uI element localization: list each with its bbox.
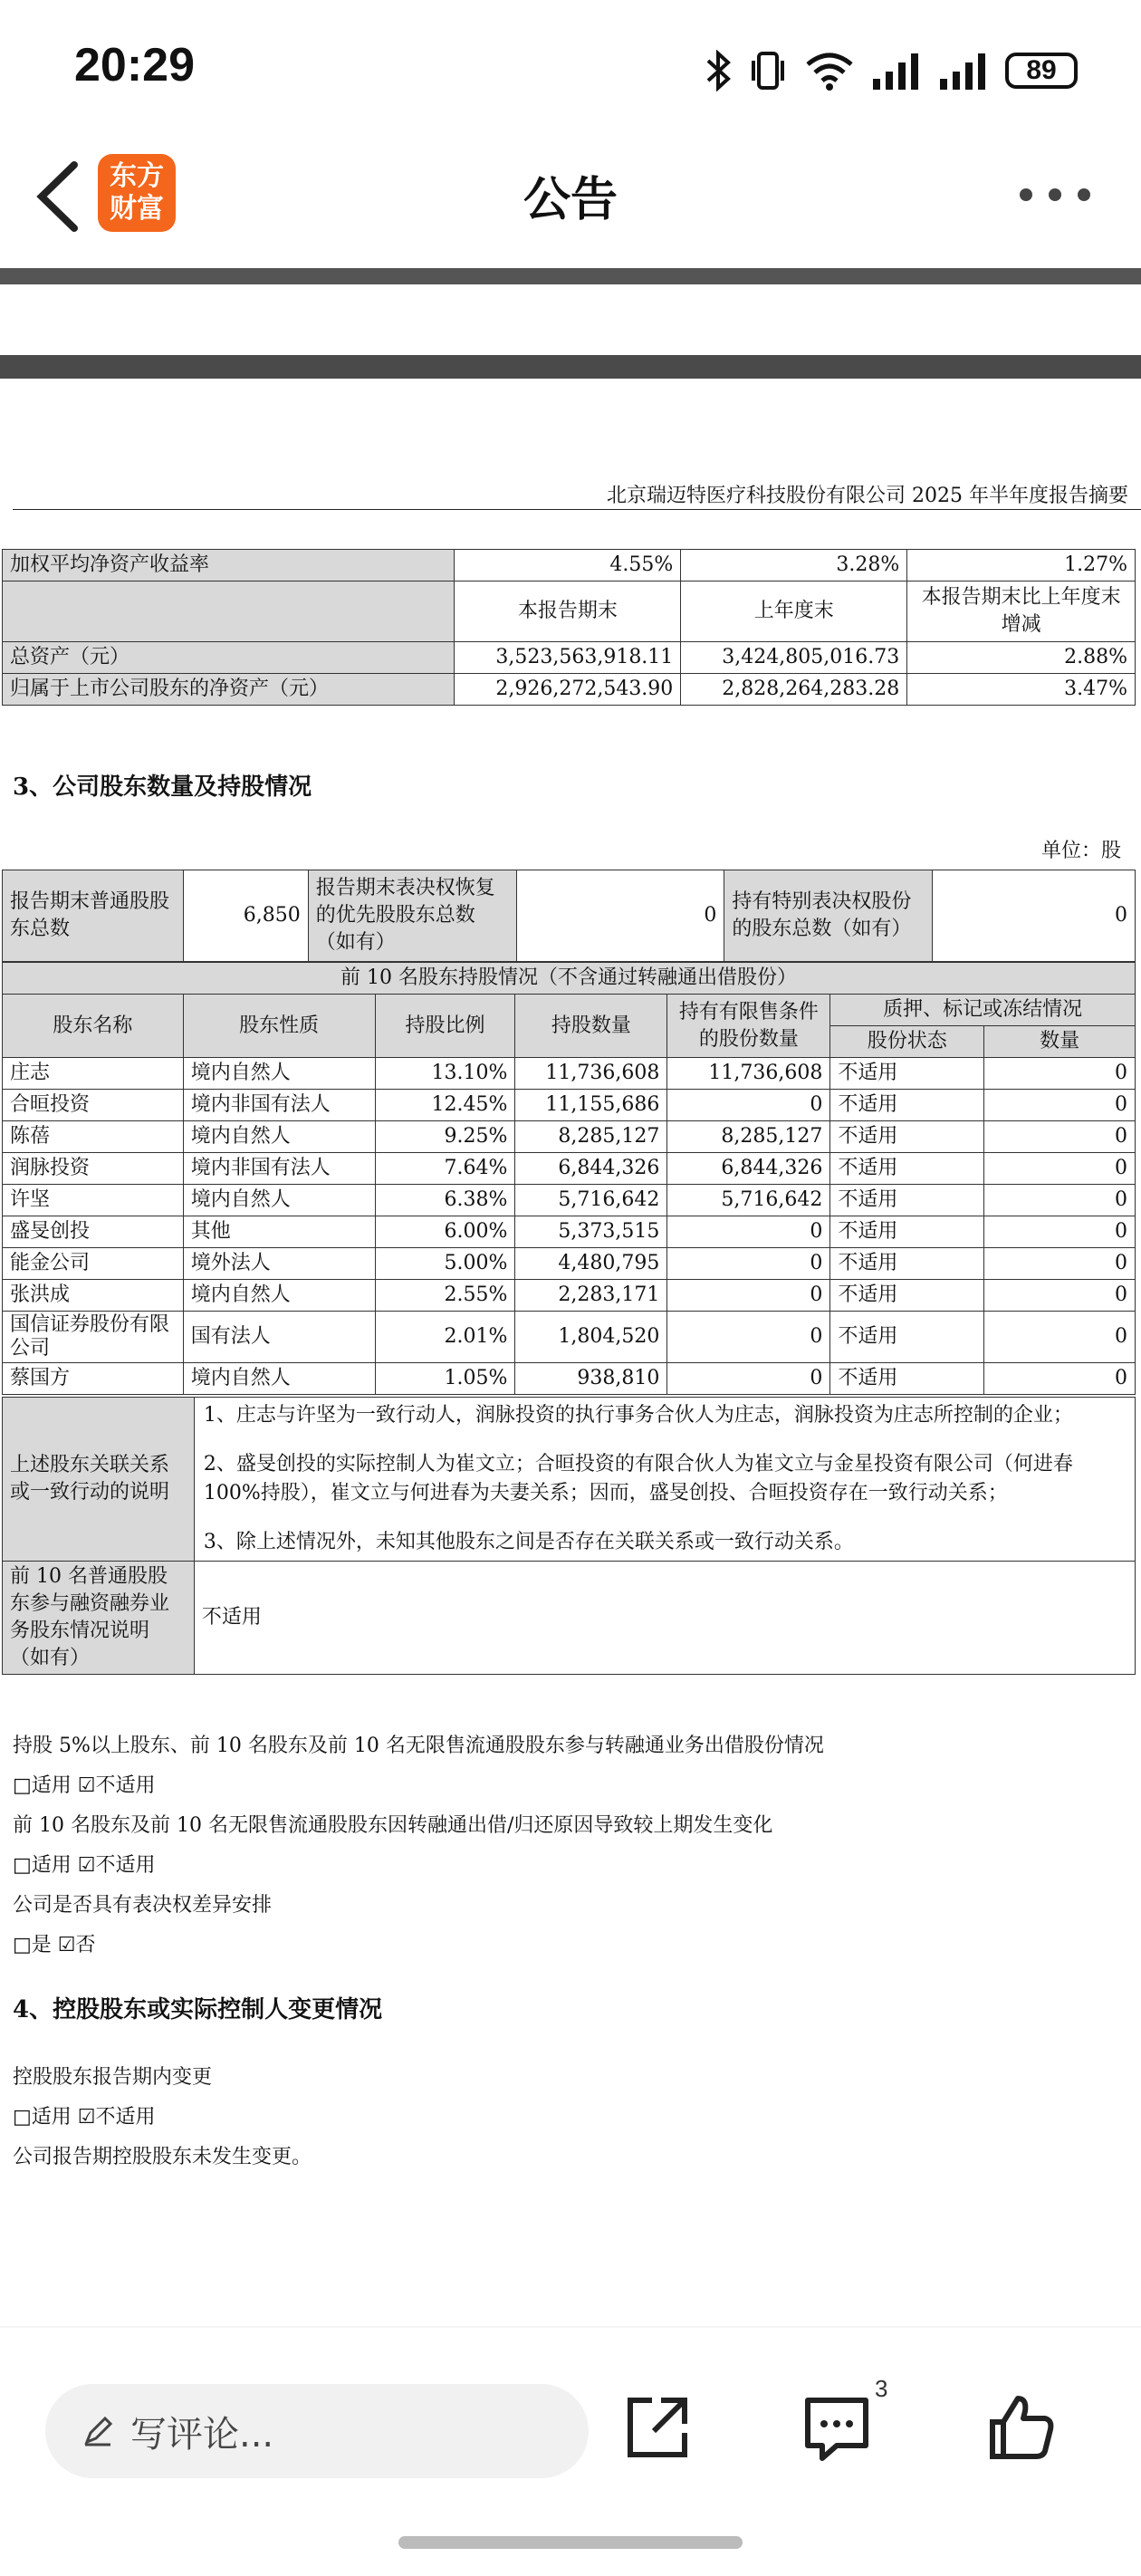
special-holders-label: 持有特别表决权股份的股东总数（如有） [724,870,933,962]
table-row [3,1363,1136,1395]
holder-status: 不适用 [830,1121,984,1153]
holder-qty: 6,844,326 [515,1153,667,1185]
relation-2: 2、盛旻创投的实际控制人为崔文立；合晅投资的有限合伙人为崔文立与金星投资有限公司（何进春 100%持股），崔文立与何进春为夫妻关系；因而，盛旻创投、合晅投资存在一致行动关系； [203,1453,1073,1504]
holder-ratio: 12.45% [375,1090,515,1121]
page-title: 公告 [523,173,618,227]
holder-nature: 境外法人 [183,1248,375,1280]
battery-icon: 89 [1005,53,1078,89]
holder-nature: 境内非国有法人 [183,1090,375,1121]
table-row [3,1090,1136,1121]
unit-label: 单位：股 [1041,840,1122,862]
total-assets-current: 3,523,563,918.11 [455,642,681,674]
nav-bar [0,136,1141,254]
holder-ratio: 9.25% [375,1121,515,1153]
roe-previous: 3.28% [681,550,907,582]
roe-change: 1.27% [907,550,1136,582]
holder-restricted: 11,736,608 [667,1058,830,1090]
header-rule [13,509,1141,510]
holder-restricted: 0 [667,1090,830,1121]
comment-icon[interactable] [801,2391,873,2464]
table-row [3,1280,1136,1312]
roe-label: 加权平均净资产收益率 [3,550,455,582]
holder-status: 不适用 [830,1312,984,1363]
holder-qty: 938,810 [515,1363,667,1395]
doc-top-band [0,268,1141,284]
col-qty: 持股数量 [515,995,667,1058]
status-bar [0,0,1141,136]
holder-restricted: 0 [667,1248,830,1280]
vibrate-icon [748,50,788,91]
holder-count: 0 [984,1248,1136,1280]
top10-caption: 前 10 名股东持股情况（不含通过转融通出借股份） [3,963,1136,995]
table-row [3,1248,1136,1280]
fin-header-current: 本报告期末 [455,582,681,642]
margin-value: 不适用 [194,1562,1135,1675]
holder-nature: 境内自然人 [183,1363,375,1395]
col-nature: 股东性质 [183,995,375,1058]
ctrl-choice: □适用 ☑不适用 [13,2106,156,2129]
holder-count: 0 [984,1216,1136,1248]
more-icon[interactable] [1020,188,1090,201]
roe-current: 4.55% [455,550,681,582]
holder-name: 润脉投资 [3,1153,184,1185]
holder-qty: 2,283,171 [515,1280,667,1312]
page-separator [0,355,1141,379]
relation-table [2,1397,1136,1675]
holder-status: 不适用 [830,1280,984,1312]
pen-icon [82,2415,114,2447]
total-holders-label: 报告期末普通股股东总数 [3,870,184,962]
holder-count: 0 [984,1280,1136,1312]
net-assets-current: 2,926,272,543.90 [455,674,681,706]
col-ratio: 持股比例 [375,995,515,1058]
margin-label: 前 10 名普通股股东参与融资融券业务股东情况说明（如有） [3,1562,195,1675]
signal-icon-2 [938,50,989,91]
holder-ratio: 7.64% [375,1153,515,1185]
holder-restricted: 0 [667,1312,830,1363]
total-assets-previous: 3,424,805,016.73 [681,642,907,674]
pref-holders-label: 报告期末表决权恢复的优先股股东总数（如有） [308,870,516,962]
net-assets-label: 归属于上市公司股东的净资产（元） [3,674,455,706]
col-count: 数量 [984,1026,1136,1058]
like-icon[interactable] [985,2391,1058,2464]
holder-name: 许坚 [3,1185,184,1216]
holder-restricted: 0 [667,1280,830,1312]
status-icons [705,43,1078,98]
holder-qty: 11,736,608 [515,1058,667,1090]
vote-choice: □是 ☑否 [13,1934,96,1956]
vote-line: 公司是否具有表决权差异安排 [13,1894,273,1917]
holder-summary-table [2,870,1136,962]
comment-input[interactable] [45,2384,589,2478]
holder-nature: 境内自然人 [183,1185,375,1216]
holder-nature: 国有法人 [183,1312,375,1363]
total-assets-label: 总资产（元） [3,642,455,674]
holder-name: 盛旻创投 [3,1216,184,1248]
logo-line2: 财富 [110,193,164,225]
comment-count-badge: 3 [875,2375,888,2402]
holder-status: 不适用 [830,1058,984,1090]
holder-ratio: 6.38% [375,1185,515,1216]
holder-ratio: 5.00% [375,1248,515,1280]
holder-status: 不适用 [830,1248,984,1280]
holder-name: 庄志 [3,1058,184,1090]
holder-count: 0 [984,1058,1136,1090]
lending-line: 持股 5%以上股东、前 10 名股东及前 10 名无限售流通股股东参与转融通业务出借股份情况 [13,1735,824,1757]
logo-line1: 东方 [110,160,164,192]
col-name: 股东名称 [3,995,184,1058]
holder-ratio: 6.00% [375,1216,515,1248]
col-status: 股份状态 [830,1026,984,1058]
holder-restricted: 8,285,127 [667,1121,830,1153]
holder-restricted: 5,716,642 [667,1185,830,1216]
holder-nature: 境内自然人 [183,1121,375,1153]
holder-status: 不适用 [830,1090,984,1121]
holder-name: 能金公司 [3,1248,184,1280]
top10-holders-table [2,962,1136,1395]
holder-count: 0 [984,1363,1136,1395]
holder-count: 0 [984,1153,1136,1185]
holder-ratio: 2.01% [375,1312,515,1363]
total-holders-value: 6,850 [183,870,308,962]
holder-name: 陈蓓 [3,1121,184,1153]
total-assets-change: 2.88% [907,642,1136,674]
lending-choice: □适用 ☑不适用 [13,1774,156,1797]
special-holders-value: 0 [933,870,1136,962]
holder-name: 蔡国方 [3,1363,184,1395]
holder-restricted: 6,844,326 [667,1153,830,1185]
holder-name: 合晅投资 [3,1090,184,1121]
ctrl-line: 控股股东报告期内变更 [13,2066,213,2089]
status-time: 20:29 [74,39,195,91]
holder-restricted: 0 [667,1363,830,1395]
holder-qty: 5,373,515 [515,1216,667,1248]
share-icon[interactable] [621,2391,694,2464]
fin-header-change: 本报告期末比上年度末增减 [907,582,1136,642]
holder-qty: 1,804,520 [515,1312,667,1363]
table-row [3,1312,1136,1363]
holder-qty: 5,716,642 [515,1185,667,1216]
financial-table [2,549,1136,706]
relation-label: 上述股东关联关系或一致行动的说明 [3,1398,195,1562]
bottom-action-bar [0,2328,1141,2576]
holder-nature: 境内非国有法人 [183,1153,375,1185]
pref-holders-value: 0 [516,870,724,962]
wifi-icon [804,50,855,91]
holder-ratio: 13.10% [375,1058,515,1090]
holder-status: 不适用 [830,1363,984,1395]
table-row [3,1153,1136,1185]
signal-icon [871,50,922,91]
running-header: 北京瑞迈特医疗科技股份有限公司 2025 年半年度报告摘要 [607,485,1128,507]
table-row [3,1216,1136,1248]
fin-header-previous: 上年度末 [681,582,907,642]
section3-title: 3、公司股东数量及持股情况 [13,774,312,801]
ctrl-note: 公司报告期控股股东未发生变更。 [13,2146,312,2168]
holder-count: 0 [984,1185,1136,1216]
section4-title: 4、控股股东或实际控制人变更情况 [13,1996,383,2023]
table-row [3,1185,1136,1216]
holder-count: 0 [984,1121,1136,1153]
holder-status: 不适用 [830,1153,984,1185]
change-choice: □适用 ☑不适用 [13,1854,156,1877]
holder-ratio: 2.55% [375,1280,515,1312]
col-restricted: 持有有限售条件的股份数量 [667,995,830,1058]
holder-nature: 其他 [183,1216,375,1248]
holder-qty: 4,480,795 [515,1248,667,1280]
holder-count: 0 [984,1312,1136,1363]
holder-status: 不适用 [830,1216,984,1248]
relation-3: 3、除上述情况外，未知其他股东之间是否存在关联关系或一致行动关系。 [203,1531,854,1553]
holder-qty: 11,155,686 [515,1090,667,1121]
report-document [0,380,1141,2328]
holder-nature: 境内自然人 [183,1280,375,1312]
holder-name: 国信证券股份有限公司 [3,1312,184,1363]
holder-name: 张洪成 [3,1280,184,1312]
table-row [3,1121,1136,1153]
relation-1: 1、庄志与许坚为一致行动人，润脉投资的执行事务合伙人为庄志，润脉投资为庄志所控制的企业； [203,1404,1073,1427]
holder-count: 0 [984,1090,1136,1121]
holder-ratio: 1.05% [375,1363,515,1395]
table-row [3,1058,1136,1090]
net-assets-previous: 2,828,264,283.28 [681,674,907,706]
relation-text [194,1398,1135,1562]
holder-restricted: 0 [667,1216,830,1248]
home-indicator[interactable] [398,2536,743,2549]
comment-placeholder: 写评论... [130,2413,274,2456]
net-assets-change: 3.47% [907,674,1136,706]
holder-nature: 境内自然人 [183,1058,375,1090]
holder-qty: 8,285,127 [515,1121,667,1153]
bluetooth-icon [705,50,732,91]
change-line: 前 10 名股东及前 10 名无限售流通股股东因转融通出借/归还原因导致较上期发生变化 [13,1814,773,1837]
col-pledge: 质押、标记或冻结情况 [830,995,1136,1026]
holder-status: 不适用 [830,1185,984,1216]
fin-header-blank [3,582,455,642]
